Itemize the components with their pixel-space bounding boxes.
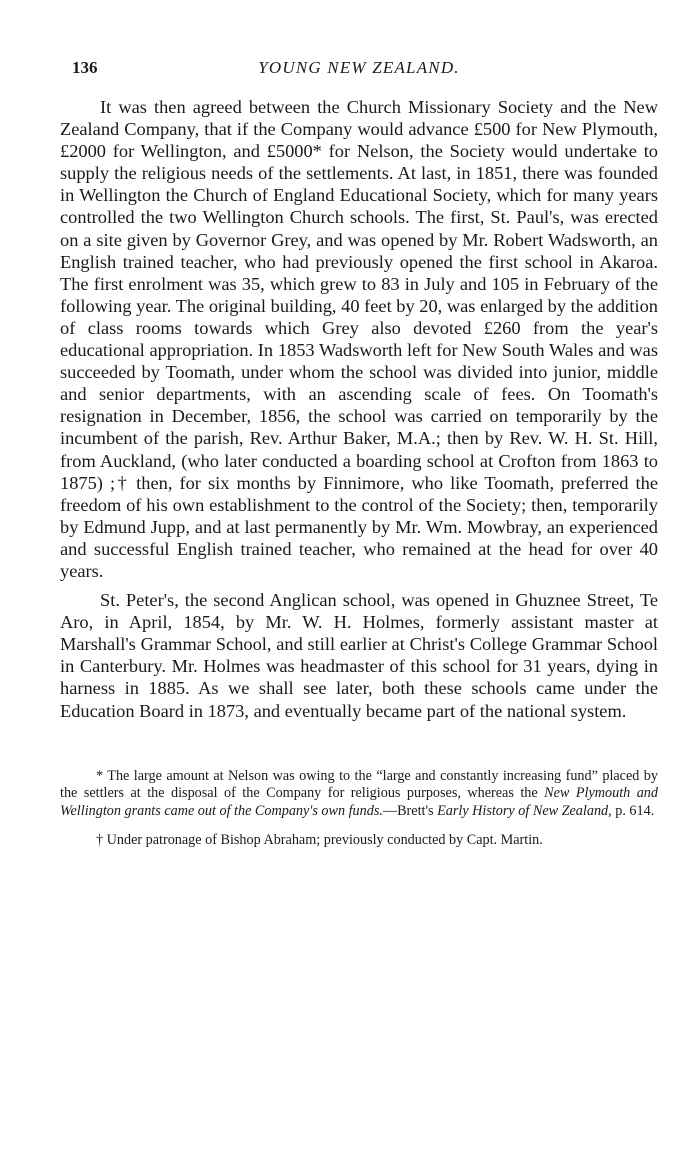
- footnote-abraham: † Under patronage of Bishop Abraham; previously conducted by Capt. Martin.: [96, 832, 543, 849]
- footnote-nelson-italic: New Plymouth and Wellington grants came out of the Company's own funds.: [60, 785, 658, 819]
- footnote-nelson: [60, 768, 658, 821]
- footnotes: [60, 768, 658, 850]
- paragraph-st-pauls: It was then agreed between the Church Missionary Society and the New Zealand Company, that if the Company would advance £500 for New Plymouth, £2000 for Wellington, and £5000* for Nelson, the Society would undertake to supply the religious needs of the settlements. At last, in 1851, there was founded in Wellington the Church of England Educational Society, which for many years controlled the two Wellington Church schools. The first, St. Paul's, was erected on a site given by Governor Grey, and was opened by Mr. Robert Wadsworth, an English trained teacher, who had previously opened the first school in Akaroa. The first enrolment was 35, which grew to 83 in July and 105 in February of the following year. The original building, 40 feet by 20, was enlarged by the addition of class rooms towards which Grey also devoted £260 from the year's educational appropriation. In 1853 Wadsworth left for New South Wales and was succeeded by Toomath, under whom the school was divided into junior, middle and senior departments, with an ascending scale of fees. On Toomath's resignation in December, 1856, the school was carried on temporarily by the incumbent of the parish, Rev. Arthur Baker, M.A.; then by Rev. W. H. St. Hill, from Auckland, (who later conducted a boarding school at Crofton from 1863 to 1875) ;† then, for six months by Finnimore, who like Toomath, preferred the freedom of his own establishment to the control of the Society; then, temporarily by Edmund Jupp, and at last permanently by Mr. Wm. Mowbray, an experienced and successful English trained teacher, who remained at the head for over 40 years.: [60, 97, 658, 581]
- book-page: [60, 58, 658, 862]
- paragraph-st-peters: St. Peter's, the second Anglican school, was opened in Ghuznee Street, Te Aro, in April, 1854, by Mr. W. H. Holmes, formerly assistant master at Marshall's Grammar School, and still earlier at Christ's College Grammar School in Canterbury. Mr. Holmes was headmaster of this school for 31 years, dying in harness in 1885. As we shall see later, both these schools came under the Education Board in 1873, and eventually became part of the national system.: [60, 590, 658, 721]
- footnote-nelson-dash: —Brett's: [382, 802, 438, 819]
- running-title: YOUNG NEW ZEALAND.: [258, 58, 460, 77]
- body-text: [60, 96, 658, 722]
- footnote-nelson-text: * The large amount at Nelson was owing to the “large and constantly increasing fund” placed by the settlers at the disposal of the Company for religious purposes, whereas the: [60, 767, 658, 802]
- footnote-nelson-source: Early History of New Zealand,: [437, 802, 612, 819]
- page-header: [60, 58, 658, 82]
- footnote-nelson-page: p. 614.: [611, 802, 655, 819]
- page-number: 136: [72, 58, 98, 77]
